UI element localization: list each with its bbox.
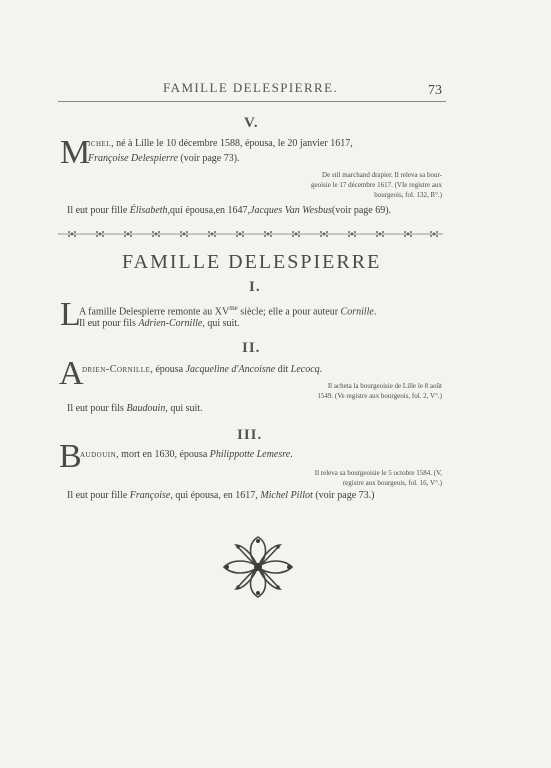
note-line: 1549. (Ve registre aux bourgeois, fol. 2, V°.) (317, 392, 442, 400)
section-i-dropcap: L (60, 296, 81, 333)
section-ii-son-line (67, 403, 203, 414)
daughter-name: Élisabeth (129, 205, 168, 216)
text-run: . (319, 364, 323, 375)
section-v-line1-rest: , né à Lille le 10 décembre 1588, épousa, le 20 janvier 1617, (111, 138, 353, 149)
note-line: Il acheta la bourgeoisie de Lille le 8 août (327, 382, 442, 390)
section-v-line2 (88, 153, 240, 164)
text-run: , épousa (150, 364, 186, 375)
spouse-name: Jacques Van Wesbus (250, 205, 332, 216)
text-run: , qui suit. (202, 318, 240, 329)
text-run: (voir page 73.) (312, 490, 375, 501)
spouse-alias: Lecocq (290, 364, 320, 375)
text-run: , qui épousa, en 1617, (170, 490, 261, 501)
section-ii-line1 (82, 364, 322, 375)
daughter-name: Françoise (129, 490, 171, 501)
section-v-name: ichel (88, 138, 112, 149)
text-run: , mort en 1630, épousa (116, 449, 210, 460)
section-ii-numeral: II. (242, 340, 261, 356)
text-run: Il eut pour fils (67, 403, 127, 414)
text-run: Il eut pour fille (67, 490, 130, 501)
section-ii-name: drien-Cornille (82, 364, 151, 375)
fleuron-ornament (218, 533, 298, 601)
vine-ornament-band (58, 229, 443, 239)
section-iii-line1 (80, 449, 293, 460)
section-i-numeral: I. (249, 279, 261, 295)
text-run: dit (275, 364, 291, 375)
section-v-daughter-line (67, 205, 391, 216)
section-v-note (270, 170, 442, 200)
spouse-name: Philippotte Lemesre (209, 449, 291, 460)
section-i-line1 (79, 304, 376, 317)
header-rule (58, 101, 446, 102)
section-iii-dropcap: B (59, 438, 82, 475)
section-v-dropcap: M (60, 134, 91, 171)
running-header-title: FAMILLE DELESPIERRE. (163, 80, 339, 95)
text-run: . (290, 449, 293, 460)
section-ii-note (270, 381, 442, 401)
section-iii-numeral: III. (237, 427, 263, 443)
note-line: geoisie le 17 décembre 1617. (VIe registre aux (310, 181, 442, 189)
note-line: De stil marchand drapier. Il releva sa bour- (322, 171, 442, 179)
section-v-line1 (88, 138, 353, 149)
text-run: Il eut pour fils (79, 318, 139, 329)
section-v-line2-rest: (voir page 73). (177, 153, 240, 164)
page-number: 73 (428, 83, 442, 98)
note-line: Il releva sa bourgeoisie le 5 octobre 1584. (V, (314, 469, 442, 477)
section-v-spouse: Françoise Delespierre (88, 153, 178, 164)
text-run: siècle; elle a pour auteur (237, 306, 341, 318)
superscript: me (229, 304, 238, 312)
text-run: ,qui épousa,en 1647, (167, 205, 251, 216)
son-name: Baudouin (126, 403, 166, 414)
section-iii-name: audouin (80, 449, 117, 460)
note-line: registre aux bourgeois, fol. 16, V°.) (342, 479, 442, 487)
son-name: Adrien-Cornille (138, 318, 203, 329)
note-line: bourgeois, fol. 132, R°.) (374, 191, 442, 199)
ancestor-name: Cornille (340, 306, 374, 318)
section-iii-daughter-line (67, 490, 374, 501)
text-run: Il eut pour fille (67, 205, 130, 216)
text-run: . (373, 306, 377, 318)
text-run: (voir page 69). (331, 205, 392, 216)
family-title: FAMILLE DELESPIERRE (122, 251, 382, 273)
spouse-name: Michel Pillot (260, 490, 313, 501)
section-i-line2 (79, 318, 240, 329)
section-iii-note (270, 468, 442, 488)
text-run: , qui suit. (165, 403, 203, 414)
section-ii-dropcap: A (59, 355, 84, 392)
spouse-name: Jacqueline d'Ancoisne (185, 364, 276, 375)
text-run: A famille Delespierre remonte au XV (79, 306, 230, 318)
section-v-numeral: V. (244, 115, 259, 131)
